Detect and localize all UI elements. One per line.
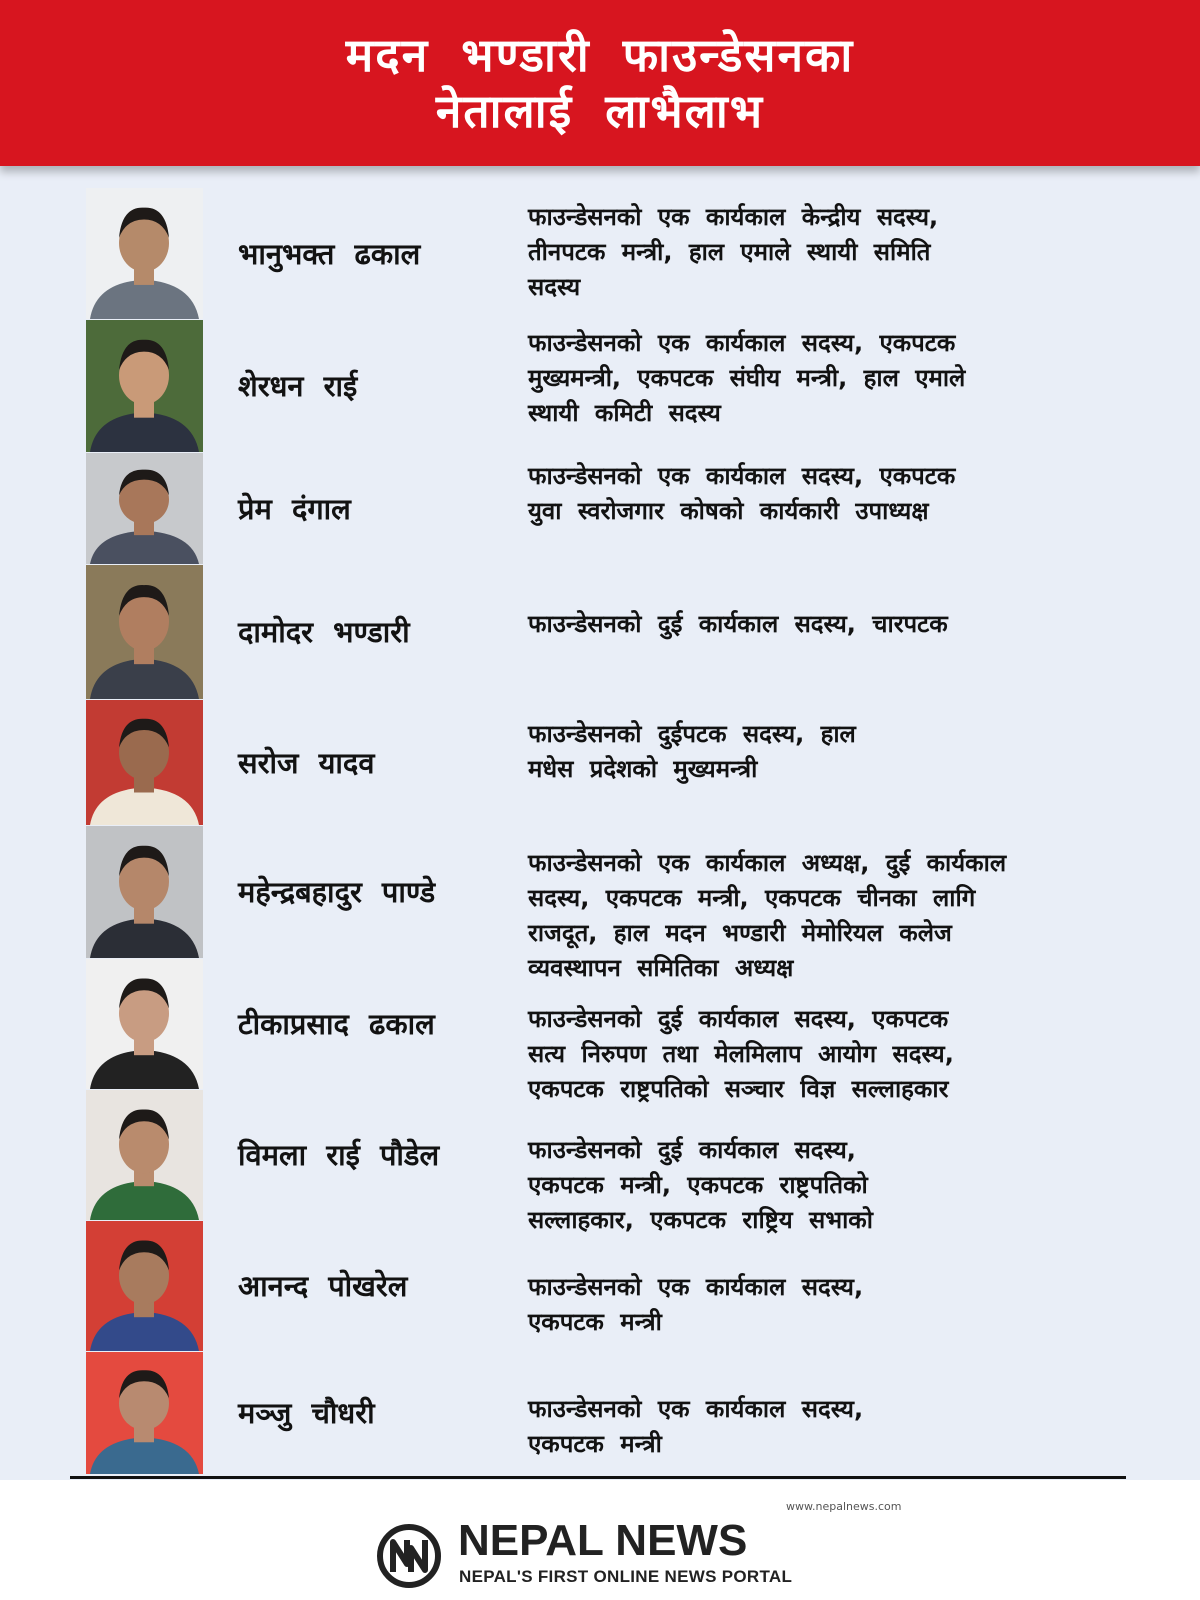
person-name: सरोज यादव	[238, 745, 375, 780]
person-row	[0, 1090, 1200, 1234]
description-line: सत्य निरुपण तथा मेलमिलाप आयोग सदस्य,	[528, 1040, 954, 1068]
description-line: सदस्य	[528, 273, 581, 301]
description-line: फाउन्डेसनको एक कार्यकाल सदस्य, एकपटक	[528, 329, 956, 357]
person-description	[528, 459, 1128, 529]
description-line: फाउन्डेसनको दुई कार्यकाल सदस्य,	[528, 1136, 856, 1164]
description-line: तीनपटक मन्त्री, हाल एमाले स्थायी समिति	[528, 238, 931, 266]
person-row	[0, 453, 1200, 564]
description-line: फाउन्डेसनको दुई कार्यकाल सदस्य, चारपटक	[528, 610, 948, 638]
person-description	[528, 717, 1128, 787]
person-photo	[86, 1090, 203, 1220]
description-line: फाउन्डेसनको दुईपटक सदस्य, हाल	[528, 720, 856, 748]
description-line: सल्लाहकार, एकपटक राष्ट्रिय सभाको	[528, 1206, 873, 1234]
person-photo	[86, 1221, 203, 1351]
person-row	[0, 700, 1200, 825]
description-line: राजदूत, हाल मदन भण्डारी मेमोरियल कलेज	[528, 919, 952, 947]
brand-name: NEPAL NEWS	[458, 1516, 748, 1565]
person-photo	[86, 826, 203, 958]
person-description	[528, 1392, 1128, 1462]
person-photo	[86, 320, 203, 452]
person-photo	[86, 565, 203, 699]
description-line: फाउन्डेसनको एक कार्यकाल केन्द्रीय सदस्य,	[528, 203, 939, 231]
person-photo	[86, 959, 203, 1089]
description-line: एकपटक मन्त्री, एकपटक राष्ट्रपतिको	[528, 1171, 868, 1199]
person-name: शेरधन राई	[238, 369, 358, 403]
person-description	[528, 1270, 1128, 1340]
person-name: आनन्द पोखरेल	[238, 1269, 408, 1303]
description-line: स्थायी कमिटी सदस्य	[528, 399, 721, 427]
description-line: एकपटक मन्त्री	[528, 1308, 662, 1336]
footer-divider	[70, 1476, 1126, 1479]
description-line: फाउन्डेसनको एक कार्यकाल अध्यक्ष, दुई कार्यकाल	[528, 849, 1007, 877]
description-line: फाउन्डेसनको एक कार्यकाल सदस्य, एकपटक	[528, 462, 956, 490]
website-url[interactable]: www.nepalnews.com	[786, 1500, 902, 1513]
person-name: महेन्द्रबहादुर पाण्डे	[238, 875, 436, 909]
description-line: एकपटक राष्ट्रपतिको सञ्चार विज्ञ सल्लाहकार	[528, 1075, 949, 1103]
description-line: फाउन्डेसनको एक कार्यकाल सदस्य,	[528, 1273, 864, 1301]
headline-line-1: मदन भण्डारी फाउन्डेसनका	[345, 28, 855, 82]
person-photo	[86, 1352, 203, 1474]
person-name: प्रेम दंगाल	[238, 491, 351, 526]
description-line: व्यवस्थापन समितिका अध्यक्ष	[528, 954, 794, 982]
person-name: विमला राई पौडेल	[238, 1138, 440, 1172]
person-row	[0, 188, 1200, 319]
description-line: फाउन्डेसनको दुई कार्यकाल सदस्य, एकपटक	[528, 1005, 949, 1033]
person-photo	[86, 700, 203, 825]
person-description	[528, 607, 1128, 643]
person-row	[0, 826, 1200, 982]
person-row	[0, 565, 1200, 699]
person-row	[0, 1352, 1200, 1474]
description-line: मधेस प्रदेशको मुख्यमन्त्री	[528, 755, 758, 783]
brand-tagline: NEPAL'S FIRST ONLINE NEWS PORTAL	[459, 1567, 793, 1586]
person-photo	[86, 453, 203, 564]
person-row	[0, 1221, 1200, 1351]
person-description	[528, 326, 1128, 427]
person-row	[0, 959, 1200, 1103]
person-name: टीकाप्रसाद ढकाल	[238, 1007, 435, 1041]
person-photo	[86, 188, 203, 319]
footer	[0, 1480, 1200, 1600]
person-description	[528, 200, 1128, 310]
person-name: भानुभक्त ढकाल	[238, 236, 421, 271]
description-line: सदस्य, एकपटक मन्त्री, एकपटक चीनका लागि	[528, 884, 976, 912]
person-row	[0, 320, 1200, 452]
description-line: फाउन्डेसनको एक कार्यकाल सदस्य,	[528, 1395, 864, 1423]
nepal-news-logo-icon	[377, 1524, 441, 1588]
person-name: दामोदर भण्डारी	[238, 615, 410, 649]
description-line: मुख्यमन्त्री, एकपटक संघीय मन्त्री, हाल एमाले	[528, 364, 966, 392]
person-name: मञ्जु चौधरी	[238, 1396, 375, 1430]
description-line: युवा स्वरोजगार कोषको कार्यकारी उपाध्यक्ष	[528, 497, 929, 525]
description-line: एकपटक मन्त्री	[528, 1430, 662, 1458]
headline-line-2: नेतालाई लाभैलाभ	[435, 84, 765, 138]
